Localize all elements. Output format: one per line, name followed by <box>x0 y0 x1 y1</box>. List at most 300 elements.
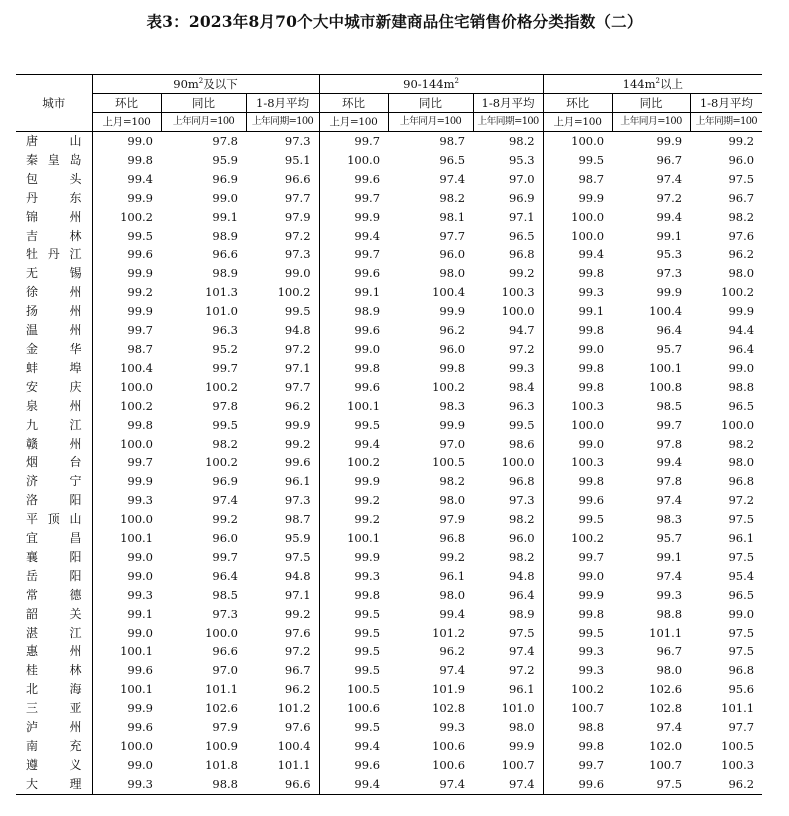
index-value: 98.0 <box>439 587 466 602</box>
index-value: 100.0 <box>120 512 153 527</box>
index-value: 96.4 <box>212 568 238 583</box>
index-value: 99.4 <box>656 209 683 224</box>
table-row <box>16 340 762 359</box>
city-name: 安庆 <box>16 378 92 397</box>
index-value: 99.5 <box>543 510 612 529</box>
index-value: 94.8 <box>508 568 535 583</box>
index-value: 101.1 <box>205 682 238 697</box>
index-value: 96.3 <box>508 398 535 413</box>
table-row <box>16 642 762 661</box>
index-value: 95.7 <box>656 341 683 356</box>
header-row-measures <box>16 94 762 113</box>
index-value: 98.2 <box>728 209 755 224</box>
index-value: 99.2 <box>508 266 535 281</box>
city-name: 吉林 <box>16 227 92 246</box>
index-value: 97.7 <box>728 720 755 735</box>
base-header-mom: 上月=100 <box>92 113 161 132</box>
index-value: 97.3 <box>284 247 311 262</box>
index-value: 99.2 <box>319 510 388 529</box>
price-index-table <box>16 74 762 795</box>
city-name: 韶关 <box>16 605 92 624</box>
city-name: 无锡 <box>16 264 92 283</box>
index-value: 97.9 <box>439 512 466 527</box>
index-value: 96.5 <box>728 587 755 602</box>
table-row <box>16 170 762 189</box>
index-value: 100.5 <box>319 680 388 699</box>
index-value: 99.3 <box>543 283 612 302</box>
index-value: 98.5 <box>656 398 683 413</box>
index-value: 100.1 <box>120 682 153 697</box>
index-value: 99.0 <box>127 134 153 148</box>
index-value: 99.5 <box>212 417 238 432</box>
city-name: 徐州 <box>16 283 92 302</box>
index-value: 102.0 <box>649 739 683 753</box>
table-row <box>16 586 762 605</box>
city-name: 扬州 <box>16 302 92 321</box>
index-value: 99.6 <box>319 321 388 340</box>
table-row <box>16 624 762 643</box>
index-value: 99.8 <box>543 737 612 756</box>
index-value: 97.4 <box>388 775 473 794</box>
table-row <box>16 756 762 775</box>
index-value: 99.3 <box>543 642 612 661</box>
table-row <box>16 510 762 529</box>
index-value: 96.4 <box>656 323 683 338</box>
index-value: 100.0 <box>120 379 153 394</box>
base-header-mom: 上月=100 <box>319 113 388 132</box>
index-value: 97.9 <box>284 209 311 224</box>
index-value: 97.6 <box>284 625 311 640</box>
city-name: 大理 <box>16 775 92 794</box>
index-value: 99.7 <box>543 548 612 567</box>
index-value: 96.8 <box>508 474 535 489</box>
index-value: 99.0 <box>127 549 153 564</box>
index-value: 100.0 <box>721 417 755 432</box>
index-value: 99.7 <box>127 455 153 470</box>
index-value: 100.2 <box>120 209 153 224</box>
index-value: 99.6 <box>284 455 311 470</box>
index-value: 97.2 <box>728 493 755 508</box>
index-value: 96.0 <box>728 152 755 167</box>
city-name: 北海 <box>16 680 92 699</box>
table-row <box>16 283 762 302</box>
index-value: 100.0 <box>501 455 535 470</box>
index-value: 100.0 <box>543 416 612 435</box>
base-header-avg: 上年同期=100 <box>473 113 543 132</box>
index-value: 99.4 <box>656 455 683 470</box>
index-value: 99.8 <box>319 359 388 378</box>
index-value: 98.7 <box>543 170 612 189</box>
index-value: 98.2 <box>508 549 535 564</box>
index-value: 97.2 <box>508 663 535 678</box>
index-value: 97.2 <box>656 190 683 205</box>
index-value: 98.0 <box>728 455 755 470</box>
index-value: 95.9 <box>212 152 238 167</box>
table-row <box>16 359 762 378</box>
index-value: 97.4 <box>508 644 535 659</box>
index-value: 98.9 <box>212 228 238 243</box>
index-value: 98.7 <box>284 512 311 527</box>
index-value: 96.2 <box>690 775 762 794</box>
index-value: 97.4 <box>439 663 466 678</box>
index-value: 100.2 <box>277 285 311 300</box>
col-header-mom: 环比 <box>319 94 388 113</box>
index-value: 97.7 <box>439 228 466 243</box>
index-value: 96.2 <box>439 323 466 338</box>
index-value: 100.2 <box>205 379 238 394</box>
index-value: 97.4 <box>656 171 683 186</box>
index-value: 99.4 <box>319 227 388 246</box>
index-value: 100.4 <box>649 304 683 319</box>
base-header-avg: 上年同期=100 <box>246 113 319 132</box>
index-value: 97.7 <box>284 379 311 394</box>
index-value: 99.9 <box>439 417 466 432</box>
index-value: 99.8 <box>543 359 612 378</box>
table-row <box>16 435 762 454</box>
index-value: 97.0 <box>212 663 238 678</box>
index-value: 99.0 <box>543 567 612 586</box>
index-value: 100.5 <box>432 455 466 470</box>
index-value: 99.4 <box>319 435 388 454</box>
index-value: 97.1 <box>508 209 535 224</box>
index-value: 99.4 <box>439 606 466 621</box>
index-value: 96.1 <box>508 682 535 697</box>
city-name: 岳阳 <box>16 567 92 586</box>
index-value: 97.2 <box>284 644 311 659</box>
index-value: 101.1 <box>721 701 755 716</box>
index-value: 100.0 <box>319 151 388 170</box>
index-value: 99.2 <box>127 285 153 300</box>
index-value: 100.8 <box>649 379 683 394</box>
index-value: 96.8 <box>439 531 466 546</box>
index-value: 100.7 <box>649 757 683 772</box>
index-value: 100.2 <box>319 453 388 472</box>
index-value: 97.9 <box>212 720 238 735</box>
index-value: 96.9 <box>212 474 238 489</box>
index-value: 99.7 <box>212 360 238 375</box>
base-header-yoy: 上年同月=100 <box>388 113 473 132</box>
index-value: 99.7 <box>319 189 388 208</box>
index-value: 102.8 <box>649 701 683 716</box>
col-header-yoy: 同比 <box>161 94 246 113</box>
index-value: 102.8 <box>432 701 466 716</box>
index-value: 96.2 <box>439 644 466 659</box>
index-value: 101.0 <box>501 701 535 716</box>
index-value: 99.9 <box>656 285 683 300</box>
index-value: 99.7 <box>127 323 153 338</box>
index-value: 98.8 <box>656 606 683 621</box>
table-row <box>16 245 762 264</box>
index-value: 97.3 <box>284 493 311 508</box>
index-value: 99.4 <box>127 171 153 186</box>
group-header-large: $144m^2$以上 <box>543 75 762 94</box>
index-value: 97.3 <box>284 134 311 148</box>
index-value: 98.0 <box>728 266 755 281</box>
index-value: 99.8 <box>543 378 612 397</box>
index-value: 100.3 <box>543 397 612 416</box>
index-value: 97.8 <box>212 134 238 148</box>
city-name: 泸州 <box>16 718 92 737</box>
index-value: 102.6 <box>205 701 238 716</box>
index-value: 98.4 <box>508 379 535 394</box>
city-name: 湛江 <box>16 624 92 643</box>
index-value: 97.4 <box>212 493 238 508</box>
index-value: 100.6 <box>432 757 466 772</box>
index-value: 96.5 <box>508 228 535 243</box>
index-value: 96.2 <box>728 247 755 262</box>
index-value: 95.9 <box>284 531 311 546</box>
index-value: 98.2 <box>728 436 755 451</box>
index-value: 96.5 <box>728 398 755 413</box>
index-value: 97.5 <box>508 625 535 640</box>
index-value: 99.3 <box>439 720 466 735</box>
city-name: 牡丹江 <box>16 245 92 264</box>
index-value: 95.3 <box>508 152 535 167</box>
index-value: 99.9 <box>284 417 311 432</box>
base-header-yoy: 上年同月=100 <box>161 113 246 132</box>
index-value: 97.8 <box>656 436 683 451</box>
city-name: 蚌埠 <box>16 359 92 378</box>
index-value: 99.6 <box>319 170 388 189</box>
index-value: 99.2 <box>284 436 311 451</box>
index-value: 99.0 <box>543 340 612 359</box>
index-value: 99.9 <box>656 134 683 148</box>
table-row <box>16 680 762 699</box>
index-value: 99.6 <box>127 663 153 678</box>
index-value: 98.3 <box>656 512 683 527</box>
index-value: 99.2 <box>212 512 238 527</box>
index-value: 100.2 <box>721 285 755 300</box>
table-row <box>16 302 762 321</box>
table-row <box>16 208 762 227</box>
table-body <box>16 132 762 795</box>
index-value: 99.9 <box>319 548 388 567</box>
index-value: 99.3 <box>92 775 161 794</box>
col-header-yoy: 同比 <box>388 94 473 113</box>
table-row <box>16 718 762 737</box>
index-value: 100.7 <box>501 757 535 772</box>
index-value: 101.2 <box>432 625 466 640</box>
index-value: 96.2 <box>284 398 311 413</box>
table-row <box>16 491 762 510</box>
index-value: 99.5 <box>284 304 311 319</box>
index-value: 95.1 <box>284 152 311 167</box>
index-value: 100.1 <box>319 397 388 416</box>
index-value: 96.4 <box>728 341 755 356</box>
index-value: 102.6 <box>649 682 683 697</box>
table-row <box>16 548 762 567</box>
table-row <box>16 775 762 794</box>
index-value: 100.6 <box>319 699 388 718</box>
table-row <box>16 264 762 283</box>
group-header-small: $90m^2$及以下 <box>92 75 319 94</box>
index-value: 100.0 <box>543 208 612 227</box>
base-header-avg: 上年同期=100 <box>690 113 762 132</box>
city-name: 烟台 <box>16 453 92 472</box>
index-value: 97.5 <box>728 549 755 564</box>
city-name: 襄阳 <box>16 548 92 567</box>
index-value: 100.4 <box>432 285 466 300</box>
index-value: 100.4 <box>277 739 311 753</box>
index-value: 98.7 <box>439 134 466 148</box>
base-header-yoy: 上年同月=100 <box>612 113 690 132</box>
index-value: 98.8 <box>543 718 612 737</box>
index-value: 99.6 <box>127 720 153 735</box>
col-header-avg: 1-8月平均 <box>246 94 319 113</box>
index-value: 97.1 <box>284 360 311 375</box>
table-row <box>16 397 762 416</box>
index-value: 99.3 <box>127 493 153 508</box>
index-value: 99.6 <box>543 775 612 794</box>
index-value: 94.8 <box>284 323 311 338</box>
index-value: 97.2 <box>508 341 535 356</box>
index-value: 97.5 <box>728 512 755 527</box>
index-value: 96.0 <box>508 531 535 546</box>
index-value: 99.7 <box>319 245 388 264</box>
index-value: 97.3 <box>656 266 683 281</box>
city-name: 平顶山 <box>16 510 92 529</box>
index-value: 99.9 <box>543 189 612 208</box>
table-row <box>16 529 762 548</box>
index-value: 96.9 <box>212 171 238 186</box>
index-value: 99.5 <box>319 416 388 435</box>
index-value: 100.2 <box>543 529 612 548</box>
index-value: 99.0 <box>543 435 612 454</box>
table-row <box>16 378 762 397</box>
index-value: 99.0 <box>284 266 311 281</box>
index-value: 99.5 <box>319 642 388 661</box>
index-value: 100.9 <box>205 739 238 753</box>
base-header-mom: 上月=100 <box>543 113 612 132</box>
index-value: 98.2 <box>508 134 535 148</box>
table-row <box>16 151 762 170</box>
index-value: 97.4 <box>656 493 683 508</box>
index-value: 99.8 <box>127 152 153 167</box>
index-value: 99.3 <box>319 567 388 586</box>
index-value: 96.0 <box>439 341 466 356</box>
index-value: 99.6 <box>543 491 612 510</box>
table-row <box>16 189 762 208</box>
index-value: 96.8 <box>728 474 755 489</box>
index-value: 99.5 <box>319 661 388 680</box>
index-value: 96.6 <box>212 247 238 262</box>
index-value: 99.4 <box>319 737 388 756</box>
index-value: 99.5 <box>319 718 388 737</box>
city-name: 温州 <box>16 321 92 340</box>
index-value: 100.1 <box>120 531 153 546</box>
header-row-groups <box>16 75 762 94</box>
index-value: 99.9 <box>728 304 755 319</box>
index-value: 98.0 <box>439 266 466 281</box>
city-name: 遵义 <box>16 756 92 775</box>
index-value: 100.3 <box>721 757 755 772</box>
index-value: 95.6 <box>728 682 755 697</box>
city-name: 九江 <box>16 416 92 435</box>
index-value: 98.2 <box>439 190 466 205</box>
city-name: 赣州 <box>16 435 92 454</box>
index-value: 96.7 <box>284 663 311 678</box>
index-value: 96.6 <box>246 775 319 794</box>
index-value: 99.5 <box>543 151 612 170</box>
col-header-avg: 1-8月平均 <box>473 94 543 113</box>
index-value: 99.9 <box>127 701 153 716</box>
index-value: 97.8 <box>212 398 238 413</box>
index-value: 96.2 <box>284 682 311 697</box>
index-value: 98.2 <box>439 474 466 489</box>
index-value: 97.0 <box>508 171 535 186</box>
city-name: 宜昌 <box>16 529 92 548</box>
index-value: 101.2 <box>277 701 311 716</box>
index-value: 99.7 <box>212 549 238 564</box>
index-value: 100.3 <box>543 453 612 472</box>
index-value: 99.4 <box>543 245 612 264</box>
index-value: 99.3 <box>656 587 683 602</box>
index-value: 97.5 <box>728 171 755 186</box>
index-value: 99.2 <box>439 549 466 564</box>
index-value: 99.9 <box>439 304 466 319</box>
index-value: 99.3 <box>543 661 612 680</box>
index-value: 99.6 <box>319 264 388 283</box>
index-value: 94.4 <box>728 323 755 338</box>
index-value: 100.2 <box>543 680 612 699</box>
index-value: 101.1 <box>277 757 311 772</box>
index-value: 99.0 <box>212 190 238 205</box>
index-value: 100.7 <box>543 699 612 718</box>
index-value: 100.2 <box>120 398 153 413</box>
index-value: 94.7 <box>508 323 535 338</box>
index-value: 98.9 <box>508 606 535 621</box>
index-value: 96.4 <box>508 587 535 602</box>
index-value: 94.8 <box>284 568 311 583</box>
city-name: 秦皇岛 <box>16 151 92 170</box>
index-value: 99.3 <box>127 587 153 602</box>
index-value: 97.8 <box>656 474 683 489</box>
index-value: 98.6 <box>508 436 535 451</box>
index-value: 98.2 <box>212 436 238 451</box>
index-value: 95.3 <box>656 247 683 262</box>
index-value: 96.7 <box>656 152 683 167</box>
index-value: 96.8 <box>728 663 755 678</box>
index-value: 97.3 <box>508 493 535 508</box>
index-value: 99.0 <box>728 606 755 621</box>
index-value: 99.1 <box>212 209 238 224</box>
table-row <box>16 321 762 340</box>
city-name: 泉州 <box>16 397 92 416</box>
index-value: 100.0 <box>205 625 238 640</box>
index-value: 99.7 <box>319 132 388 151</box>
index-value: 95.7 <box>656 531 683 546</box>
index-value: 95.4 <box>728 568 755 583</box>
index-value: 99.0 <box>127 568 153 583</box>
index-value: 100.3 <box>501 285 535 300</box>
group-header-medium: $90-144m^2$ <box>319 75 543 94</box>
index-value: 101.8 <box>205 757 238 772</box>
index-value: 98.1 <box>439 209 466 224</box>
index-value: 97.5 <box>284 549 311 564</box>
index-value: 99.6 <box>319 378 388 397</box>
col-header-mom: 环比 <box>543 94 612 113</box>
index-value: 98.0 <box>439 493 466 508</box>
col-header-avg: 1-8月平均 <box>690 94 762 113</box>
index-value: 97.1 <box>284 587 311 602</box>
index-value: 98.5 <box>212 587 238 602</box>
table-row <box>16 132 762 151</box>
index-value: 99.0 <box>127 757 153 772</box>
city-name: 惠州 <box>16 642 92 661</box>
index-value: 98.0 <box>508 720 535 735</box>
index-value: 99.9 <box>508 739 535 753</box>
index-value: 99.1 <box>127 606 153 621</box>
